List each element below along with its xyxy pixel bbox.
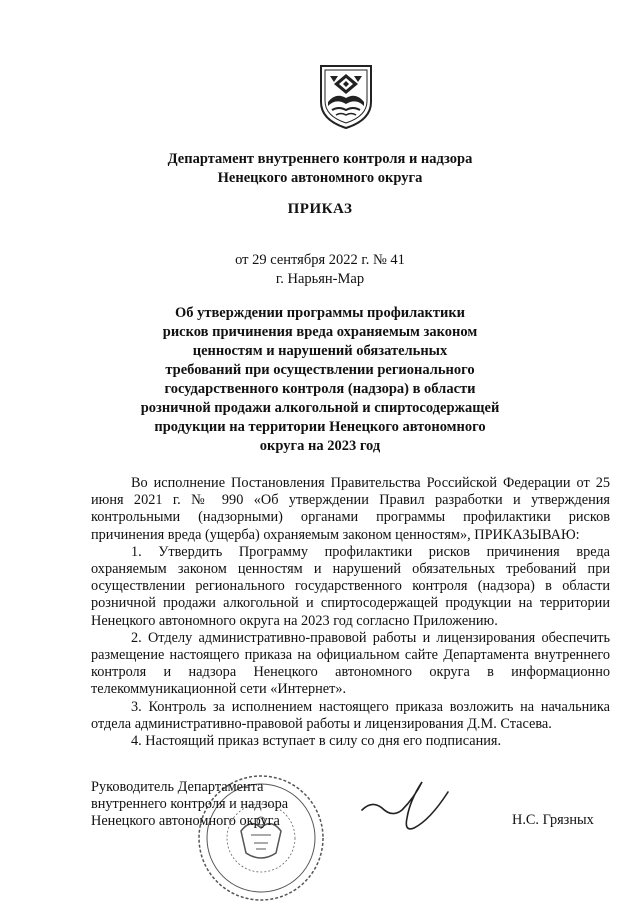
order-item-3: 3. Контроль за исполнением настоящего приказа возложить на начальника отдела административно-правовой работы и лицензирования Д.М. Стасева. (91, 698, 610, 732)
signer-name: Н.С. Грязных (512, 812, 594, 828)
order-body (91, 475, 610, 750)
document-type: ПРИКАЗ (287, 201, 353, 217)
order-title (0, 304, 640, 456)
date-block (0, 251, 640, 289)
city: г. Нарьян-Мар (275, 271, 365, 287)
order-item-4: 4. Настоящий приказ вступает в силу со дня его подписания. (131, 733, 502, 750)
title-line: розничной продажи алкогольной и спиртосодержащей (140, 400, 500, 416)
coat-of-arms-icon (316, 62, 376, 130)
title-line: государственного контроля (надзора) в области (164, 381, 476, 397)
department-line: Департамент внутреннего контроля и надзора (167, 151, 473, 167)
order-item-2: 2. Отделу административно-правовой работы и лицензирования обеспечить размещение настоящего приказа на официальном сайте Департамента внутреннего контроля и надзора Ненецкого автономного округа в информационно телекоммуникационной сети «Интернет». (91, 629, 610, 698)
position-line: внутреннего контроля и надзора (91, 796, 289, 812)
signer-position (91, 779, 288, 830)
order-item-1: 1. Утвердить Программу профилактики рисков причинения вреда охраняемым законом ценностям и нарушений обязательных требований при осуществлении регионального государственного контроля (надзора) в области розничной продажи алкогольной и спиртосодержащей продукции на территории Ненецкого автономного округа на 2023 год согласно Приложению. (91, 543, 610, 629)
title-line: Об утверждении программы профилактики (174, 305, 466, 321)
title-line: требований при осуществлении регионального (165, 362, 475, 378)
title-line: продукции на территории Ненецкого автономного (154, 419, 486, 435)
department-line: Ненецкого автономного округа (217, 170, 423, 186)
order-date-number: от 29 сентября 2022 г. № 41 (235, 252, 405, 268)
title-line: округа на 2023 год (259, 438, 381, 454)
position-line: Ненецкого автономного округа (91, 813, 280, 829)
department-name (0, 150, 640, 188)
handwritten-signature (352, 770, 462, 840)
title-line: ценностям и нарушений обязательных (192, 343, 448, 359)
preamble-paragraph: Во исполнение Постановления Правительства Российской Федерации от 25 июня 2021 г. № 990 «Об утверждении Правил разработки и утверждения контрольными (надзорными) органами программы профилактики рисков причинения вреда (ущерба) охраняемым законом ценностям», ПРИКАЗЫВАЮ: (91, 475, 610, 543)
position-line: Руководитель Департамента (91, 779, 264, 795)
title-line: рисков причинения вреда охраняемым законом (162, 324, 478, 340)
